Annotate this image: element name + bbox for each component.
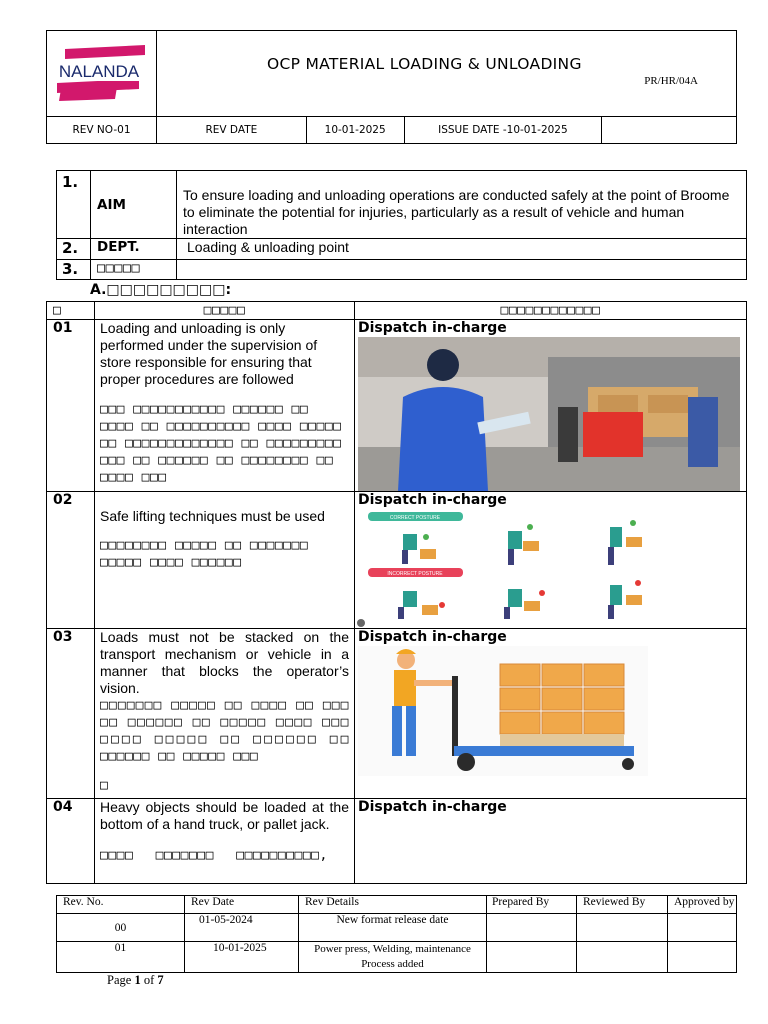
rev-no-cell: 00 [57, 914, 185, 942]
document-title: OCP MATERIAL LOADING & UNLOADING [266, 55, 582, 73]
table-row [47, 492, 747, 629]
rev-no: REV NO-01 [47, 117, 157, 144]
rev-date-cell: 01-05-2024 [185, 914, 299, 942]
rev-details-cell: Power press, Welding, maintenance Process added [299, 942, 487, 973]
step-text-local: □□□□□□□ □□□□□ □□ □□□□ □□ □□□ □□ □□□□□□ □□ □□□□□ □□□□ □□□ □□□□ □□□□□ □□ □□□□□□ □□ □□□□□□ □□ □□□□□ □□□ [100, 698, 349, 764]
reviewed-by-cell [577, 942, 668, 973]
info-label: DEPT. [91, 239, 177, 260]
info-num: 2. [57, 239, 91, 260]
step-text-en: Loading and unloading is only performed under the supervision of store responsible for ensuring that proper procedures are followed [100, 320, 318, 387]
step-num: 04 [47, 799, 95, 884]
rev-header: Rev Date [185, 896, 299, 914]
responsible-person: Dispatch in-charge [358, 629, 507, 645]
table-row [47, 799, 747, 884]
step-text-local: □□□□ □□□□□□□ □□□□□□□□□□, [100, 848, 328, 863]
rev-header: Prepared By [487, 896, 577, 914]
rev-header: Rev Details [299, 896, 487, 914]
table-row [57, 942, 737, 973]
logo-cell [47, 31, 157, 117]
page-total: 7 [157, 973, 164, 987]
dept-text: Loading & unloading point [177, 239, 747, 260]
svg-text:NALANDA: NALANDA [58, 62, 140, 81]
rev-date-value: 10-01-2025 [306, 117, 404, 144]
empty-header-cell [602, 117, 737, 144]
info-num: 1. [57, 171, 91, 239]
table-row [57, 914, 737, 942]
table-row [47, 629, 747, 799]
table-row [47, 320, 747, 492]
step-text-local: □□□ □□□□□□□□□□□ □□□□□□ □□ □□□□ □□ □□□□□□□□□□ □□□□ □□□□□ □□ □□□□□□□□□□□□□ □□ □□□□□□□□□ □□□ □□ □□□□□□ □□ □□□□□□□□ □□ □□□□ □□□ [100, 402, 342, 485]
lifting-posture-illustration [358, 509, 658, 621]
pallet-jack-illustration [358, 646, 648, 776]
responsible-person: Dispatch in-charge [358, 320, 507, 336]
rev-date-label: REV DATE [156, 117, 306, 144]
rev-header: Approved by [668, 896, 737, 914]
step-text-en: Safe lifting techniques must be used [100, 508, 325, 524]
revision-table [56, 895, 737, 973]
step-text-en: Loads must not be stacked on the transport mechanism or vehicle in a manner that blocks the operator’s vision. [100, 629, 349, 696]
info-label: AIM [91, 171, 177, 239]
steps-table [46, 301, 747, 884]
loading-supervision-photo [358, 337, 740, 491]
rev-date-cell: 10-01-2025 [185, 942, 299, 973]
info-num: 3. [57, 260, 91, 280]
step-num: 01 [47, 320, 95, 492]
step-text-extra: □ [100, 778, 109, 793]
approved-by-cell [668, 942, 737, 973]
step-num: 02 [47, 492, 95, 629]
step-text-en: Heavy objects should be loaded at the bottom of a hand truck, or pallet jack. [100, 799, 349, 832]
info-value-empty [177, 260, 747, 280]
step-text-local: □□□□□□□□ □□□□□ □□ □□□□□□□ □□□□□ □□□□ □□□□□□ [100, 538, 309, 570]
title-cell [156, 31, 736, 117]
steps-header-responsibility: □□□□□□□□□□□□ [355, 302, 747, 320]
rev-no-cell: 01 [57, 942, 185, 973]
info-label: □□□□□ [91, 260, 177, 280]
document-header [46, 30, 737, 140]
steps-header-activity: □□□□□ [95, 302, 355, 320]
reviewed-by-cell [577, 914, 668, 942]
steps-header-num: □ [47, 302, 95, 320]
svg-text:INCORRECT POSTURE: INCORRECT POSTURE [387, 571, 443, 577]
aim-text: To ensure loading and unloading operations are conducted safely at the point of Broome to eliminate the potential for injuries, particularly as a result of vehicle and human interaction [177, 171, 747, 239]
info-table [56, 170, 747, 280]
step-num: 03 [47, 629, 95, 799]
page-label: Page [107, 973, 132, 987]
issue-date: ISSUE DATE -10-01-2025 [404, 117, 602, 144]
nalanda-logo [47, 31, 155, 111]
responsible-person: Dispatch in-charge [358, 492, 507, 508]
page-number [107, 973, 164, 988]
rev-header: Reviewed By [577, 896, 668, 914]
page-current: 1 [134, 973, 141, 987]
rev-details-cell: New format release date [299, 914, 487, 942]
prepared-by-cell [487, 942, 577, 973]
rev-header: Rev. No. [57, 896, 185, 914]
of-label: of [143, 973, 155, 987]
responsible-person: Dispatch in-charge [358, 799, 507, 815]
section-heading: A.□□□□□□□□□: [90, 282, 232, 298]
document-code: PR/HR/04A [644, 75, 698, 87]
approved-by-cell [668, 914, 737, 942]
image-handle-icon [357, 619, 365, 627]
prepared-by-cell [487, 914, 577, 942]
svg-text:CORRECT POSTURE: CORRECT POSTURE [389, 515, 441, 521]
